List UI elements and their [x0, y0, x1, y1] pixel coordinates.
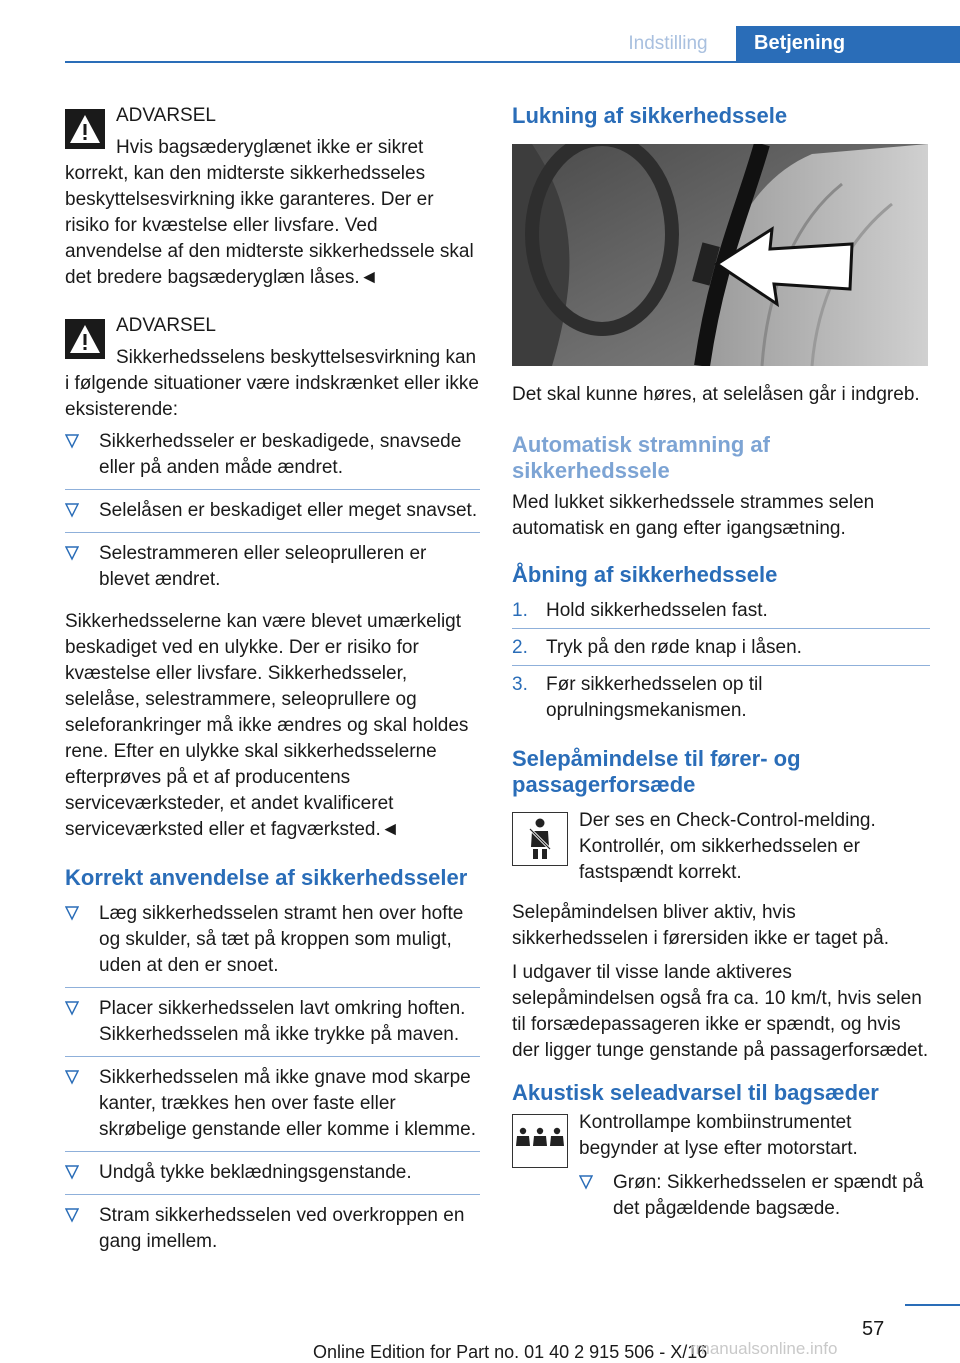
reminder-text: Der ses en Check-Control-melding. Kontrollér, om sikkerhedsselen er fastspændt korrekt. — [579, 810, 876, 883]
reminder-icon-block — [512, 808, 930, 886]
list-item — [65, 1065, 480, 1152]
reminder-paragraph-2: I udgaver til visse lande aktiveres selepåmindelsen også fra ca. 10 km/t, hvis selen til forsædepassageren ikke er spændt, og hvis der ligger tunge genstande på passagerforsædet. — [512, 962, 929, 1061]
list-item-text: Sikkerhedsseler er beskadigede, snavsede eller på anden måde ændret. — [99, 431, 462, 478]
header-rule — [65, 61, 960, 63]
warning-after-text: Sikkerhedsselerne kan være blevet umærkeligt beskadiget ved en ulykke. Der er risiko for kvæstelse eller livsfare. Sikkerhedsseler, selelåse, selestrammere, seleoprullere og seleforankringer må ikke ændres og skal holdes rene. Efter en ulykke skal sikkerhedsselerne efterprøves på et af producentens serviceværksteder, et andet kvalificeret serviceværksted eller et fagværksted.◄ — [65, 611, 469, 840]
step-number: 2. — [512, 637, 528, 658]
heading-opening-seatbelt: Åbning af sikkerhedssele — [512, 562, 778, 587]
reminder-paragraph-1: Selepåmindelsen bliver aktiv, hvis sikkerhedsselen i førersiden ikke er taget på. — [512, 902, 890, 949]
list-item — [65, 1160, 480, 1195]
acoustic-text: Kontrollampe kombiinstrumentet begynder at lyse efter motorstart. — [579, 1112, 858, 1159]
section-heading-correct-use: Korrekt anvendelse af sikkerhedsseler — [65, 865, 468, 890]
triangle-bullet-icon — [65, 1069, 79, 1085]
acoustic-bullet-list — [512, 1170, 930, 1230]
list-item-text: Sikkerhedsselen må ikke gnave mod skarpe kanter, trækkes hen over faste eller skrøbelige genstande eller komme i klemme. — [99, 1067, 476, 1140]
triangle-bullet-icon — [65, 1000, 79, 1016]
triangle-bullet-icon — [65, 502, 79, 518]
list-item — [65, 996, 480, 1057]
warning-title: ADVARSEL — [116, 105, 216, 126]
triangle-bullet-icon — [65, 433, 79, 449]
step-number: 1. — [512, 600, 528, 621]
heading-seatbelt-reminder: Selepåmindelse til fører- og passagerforsæde — [512, 746, 801, 797]
triangle-bullet-icon — [65, 1207, 79, 1223]
list-item — [65, 429, 480, 490]
list-item — [65, 498, 480, 533]
warning-triangle-icon — [65, 109, 105, 149]
list-item-text: Læg sikkerhedsselen stramt hen over hofte og skulder, så tæt på kroppen som muligt, uden at den er snoet. — [99, 903, 464, 976]
warning-block-2 — [65, 313, 480, 843]
triangle-bullet-icon — [579, 1174, 593, 1190]
warning-bullet-list — [65, 429, 480, 601]
list-item — [512, 672, 930, 728]
footer-rule — [905, 1304, 960, 1306]
list-item — [512, 598, 930, 629]
warning-block-1 — [65, 103, 480, 291]
warning-text: Sikkerhedsselens beskyttelsesvirkning kan i følgende situationer være indskrænket eller ikke eksisterende: — [65, 347, 479, 420]
heading-auto-tension: Automatisk stramning af sikkerhedssele — [512, 432, 770, 483]
triangle-bullet-icon — [65, 905, 79, 921]
tab-betjening[interactable]: Betjening — [736, 26, 960, 61]
list-item — [579, 1170, 930, 1230]
tab-indstilling[interactable]: Indstilling — [628, 33, 708, 54]
page-number: 57 — [862, 1318, 885, 1340]
seatbelt-warning-icon — [512, 812, 568, 866]
step-text: Tryk på den røde knap i låsen. — [546, 637, 802, 658]
list-item — [65, 1203, 480, 1263]
acoustic-icon-block — [512, 1110, 930, 1230]
opening-steps-list — [512, 598, 930, 728]
warning-text: Hvis bagsæderyglænet ikke er sikret korrekt, kan den midterste sikkerhedsseles beskyttelsesvirkning ikke garanteres. Der er risiko for kvæstelse eller livsfare. Ved anvendelse af den midterste sikkerhedssele skal det bredere bagsæderyglæn låses.◄ — [65, 137, 474, 288]
left-column — [65, 100, 480, 1271]
right-column — [512, 100, 930, 1238]
list-item-text: Stram sikkerhedsselen ved overkroppen en gang imellem. — [99, 1205, 465, 1252]
correct-use-list — [65, 901, 480, 1263]
list-item-text: Selestrammeren eller seleoprulleren er blevet ændret. — [99, 543, 427, 590]
auto-tension-text: Med lukket sikkerhedssele strammes selen automatisk en gang efter igangsætning. — [512, 492, 875, 539]
warning-triangle-icon — [65, 319, 105, 359]
edition-text: Online Edition for Part no. 01 40 2 915 506 - X/16 — [313, 1342, 708, 1362]
closing-text: Det skal kunne høres, at selelåsen går i indgreb. — [512, 384, 920, 405]
heading-acoustic-warning: Akustisk seleadvarsel til bagsæder — [512, 1080, 879, 1105]
triangle-bullet-icon — [65, 545, 79, 561]
list-item-text: Selelåsen er beskadiget eller meget snavset. — [99, 500, 478, 521]
list-item — [512, 635, 930, 666]
list-item-text: Placer sikkerhedsselen lavt omkring hoften. Sikkerhedsselen må ikke trykke på maven. — [99, 998, 466, 1045]
step-number: 3. — [512, 674, 528, 695]
list-item — [65, 901, 480, 988]
rear-seat-occupancy-icon — [512, 1114, 568, 1168]
warning-title: ADVARSEL — [116, 315, 216, 336]
triangle-bullet-icon — [65, 1164, 79, 1180]
seat-illustration — [512, 144, 928, 366]
seatbelt-buckle-photo — [512, 144, 928, 366]
step-text: Før sikkerhedsselen op til oprulningsmekanismen. — [546, 674, 763, 721]
list-item-text: Undgå tykke beklædningsgenstande. — [99, 1162, 412, 1183]
list-item-text: Grøn: Sikkerhedsselen er spændt på det pågældende bagsæde. — [613, 1172, 924, 1219]
list-item — [65, 541, 480, 601]
heading-closing-seatbelt: Lukning af sikkerhedssele — [512, 103, 788, 128]
watermark: rmanualsonline.info — [690, 1339, 838, 1358]
step-text: Hold sikkerhedsselen fast. — [546, 600, 768, 621]
